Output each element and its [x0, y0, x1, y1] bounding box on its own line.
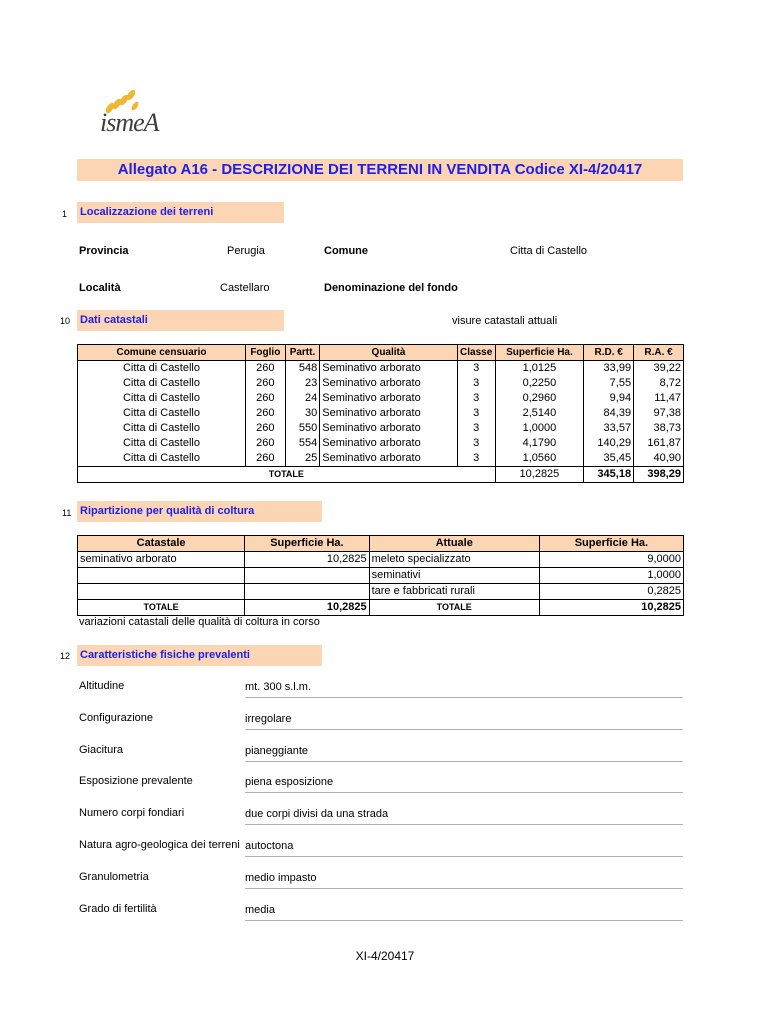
visure-note: visure catastali attuali: [452, 315, 558, 327]
total-rd: 345,18: [584, 467, 634, 483]
feature-value: pianeggiante: [245, 744, 683, 762]
col-header: Superficie Ha.: [245, 536, 369, 552]
table-cell: 260: [245, 436, 285, 451]
feature-label: Altitudine: [79, 680, 125, 692]
total-label: TOTALE: [78, 467, 496, 483]
table-cell: Citta di Castello: [78, 361, 246, 377]
table-row: [78, 568, 684, 584]
feature-value: media: [245, 903, 683, 921]
table-cell: 30: [285, 406, 320, 421]
col-header: Partt.: [285, 345, 320, 361]
table-row: [78, 584, 684, 600]
table-row: [78, 436, 684, 451]
col-header: Comune censuario: [78, 345, 246, 361]
table-row: [78, 421, 684, 436]
table-row: [78, 406, 684, 421]
feature-value: piena esposizione: [245, 775, 683, 793]
table-cell: 35,45: [584, 451, 634, 467]
col-header: Superficie Ha.: [495, 345, 584, 361]
crop-distribution-table: [77, 535, 684, 616]
feature-label: Natura agro-geologica dei terreni: [79, 839, 240, 851]
table-cell: 84,39: [584, 406, 634, 421]
table-cell: 3: [457, 436, 495, 451]
table-cell: Citta di Castello: [78, 391, 246, 406]
table-cell: 550: [285, 421, 320, 436]
comune-value: Citta di Castello: [510, 245, 588, 257]
table-cell: 11,47: [634, 391, 684, 406]
table-header-row: [78, 345, 684, 361]
table-cell: 4,1790: [495, 436, 584, 451]
table-cell: [245, 584, 369, 600]
table-cell: 38,73: [634, 421, 684, 436]
table-cell: 33,99: [584, 361, 634, 377]
col-header: R.D. €: [584, 345, 634, 361]
total-catastale: 10,2825: [245, 600, 369, 616]
table-row: [78, 552, 684, 568]
table-cell: 1,0125: [495, 361, 584, 377]
feature-value: autoctona: [245, 839, 683, 857]
col-header: Superficie Ha.: [539, 536, 683, 552]
feature-label: Giacitura: [79, 743, 124, 756]
table-cell: 24: [285, 391, 320, 406]
table-cell: Seminativo arborato: [320, 376, 457, 391]
table-cell: 0,2960: [495, 391, 584, 406]
table-cell: 1,0560: [495, 451, 584, 467]
total-ra: 398,29: [634, 467, 684, 483]
table-cell: Seminativo arborato: [320, 436, 457, 451]
table-cell: 9,94: [584, 391, 634, 406]
table-cell: 3: [457, 391, 495, 406]
comune-label: Comune: [324, 245, 368, 257]
col-header: Attuale: [369, 536, 539, 552]
section-heading-localizzazione: Localizzazione dei terreni: [77, 202, 284, 223]
table-cell: 2,5140: [495, 406, 584, 421]
table-cell: 23: [285, 376, 320, 391]
section-number: 11: [62, 508, 72, 518]
table-cell: 8,72: [634, 376, 684, 391]
feature-label: Numero corpi fondiari: [79, 807, 185, 820]
table-cell: [78, 584, 245, 600]
col-header: Foglio: [245, 345, 285, 361]
table-cell: 9,0000: [539, 552, 683, 568]
feature-value: mt. 300 s.l.m.: [245, 680, 683, 698]
table-cell: 140,29: [584, 436, 634, 451]
table-cell: Citta di Castello: [78, 451, 246, 467]
table-cell: 3: [457, 376, 495, 391]
table-cell: 97,38: [634, 406, 684, 421]
table-cell: 3: [457, 451, 495, 467]
table-cell: 3: [457, 421, 495, 436]
totals-row: [78, 600, 684, 616]
feature-label: Esposizione prevalente: [79, 775, 193, 788]
feature-label: Granulometria: [79, 870, 149, 883]
table-cell: Citta di Castello: [78, 436, 246, 451]
section-number: 10: [60, 316, 71, 326]
table-cell: [78, 568, 245, 584]
table-row: [78, 361, 684, 377]
table-cell: Seminativo arborato: [320, 361, 457, 377]
localita-value: Castellaro: [220, 282, 270, 294]
section-heading-ripartizione: Ripartizione per qualità di coltura: [77, 501, 322, 522]
document-title: Allegato A16 - DESCRIZIONE DEI TERRENI IN VENDITA Codice XI-4/20417: [117, 161, 643, 178]
table-cell: 548: [285, 361, 320, 377]
localita-label: Località: [79, 282, 121, 294]
table-cell: 39,22: [634, 361, 684, 377]
table-cell: 260: [245, 421, 285, 436]
table-cell: seminativo arborato: [78, 552, 245, 568]
col-header: R.A. €: [634, 345, 684, 361]
table-cell: Seminativo arborato: [320, 391, 457, 406]
table-cell: 40,90: [634, 451, 684, 467]
total-label: TOTALE: [369, 600, 539, 616]
col-header: Classe: [457, 345, 495, 361]
logo-text: ismeA: [100, 108, 159, 137]
table-header-row: [78, 536, 684, 552]
table-cell: [245, 568, 369, 584]
table-cell: 3: [457, 361, 495, 377]
section-heading-caratteristiche: Caratteristiche fisiche prevalenti: [77, 645, 322, 666]
denominazione-label: Denominazione del fondo: [324, 282, 458, 294]
table-cell: Citta di Castello: [78, 421, 246, 436]
table-row: [78, 451, 684, 467]
page-footer: XI-4/20417: [355, 949, 415, 963]
table-cell: Citta di Castello: [78, 376, 246, 391]
feature-label: Configurazione: [79, 711, 153, 724]
feature-label: Grado di fertilità: [79, 902, 157, 915]
table-cell: 3: [457, 406, 495, 421]
col-header: Catastale: [78, 536, 245, 552]
table-cell: meleto specializzato: [369, 552, 539, 568]
section-number: 1: [62, 209, 68, 219]
table-cell: 1,0000: [539, 568, 683, 584]
table-cell: tare e fabbricati rurali: [369, 584, 539, 600]
totals-row: [78, 467, 684, 483]
table-cell: 7,55: [584, 376, 634, 391]
section-heading-dati-catastali: Dati catastali: [77, 310, 284, 331]
table-row: [78, 376, 684, 391]
table-row: [78, 391, 684, 406]
table-cell: seminativi: [369, 568, 539, 584]
table-cell: Seminativo arborato: [320, 406, 457, 421]
table-cell: Seminativo arborato: [320, 451, 457, 467]
table-cell: 260: [245, 361, 285, 377]
table-cell: 260: [245, 376, 285, 391]
col-header: Qualità: [320, 345, 457, 361]
provincia-label: Provincia: [79, 245, 129, 257]
ismea-logo: [100, 86, 204, 138]
table-cell: 161,87: [634, 436, 684, 451]
feature-value: irregolare: [245, 712, 683, 730]
total-label: TOTALE: [78, 600, 245, 616]
table-cell: 260: [245, 406, 285, 421]
total-attuale: 10,2825: [539, 600, 683, 616]
table-cell: 0,2825: [539, 584, 683, 600]
document-title-bar: [77, 159, 683, 181]
table-cell: 1,0000: [495, 421, 584, 436]
table-cell: 33,57: [584, 421, 634, 436]
table-cell: 10,2825: [245, 552, 369, 568]
table-cell: 260: [245, 451, 285, 467]
section-number: 12: [60, 651, 71, 661]
provincia-value: Perugia: [227, 245, 265, 257]
table-cell: 260: [245, 391, 285, 406]
table-cell: 25: [285, 451, 320, 467]
feature-value: due corpi divisi da una strada: [245, 807, 683, 825]
table-cell: 554: [285, 436, 320, 451]
table-cell: 0,2250: [495, 376, 584, 391]
feature-value: medio impasto: [245, 871, 683, 889]
table-cell: Citta di Castello: [78, 406, 246, 421]
total-superficie: 10,2825: [495, 467, 584, 483]
table-cell: Seminativo arborato: [320, 421, 457, 436]
cadastral-table: [77, 344, 684, 483]
variazioni-note: variazioni catastali delle qualità di coltura in corso: [79, 616, 320, 628]
